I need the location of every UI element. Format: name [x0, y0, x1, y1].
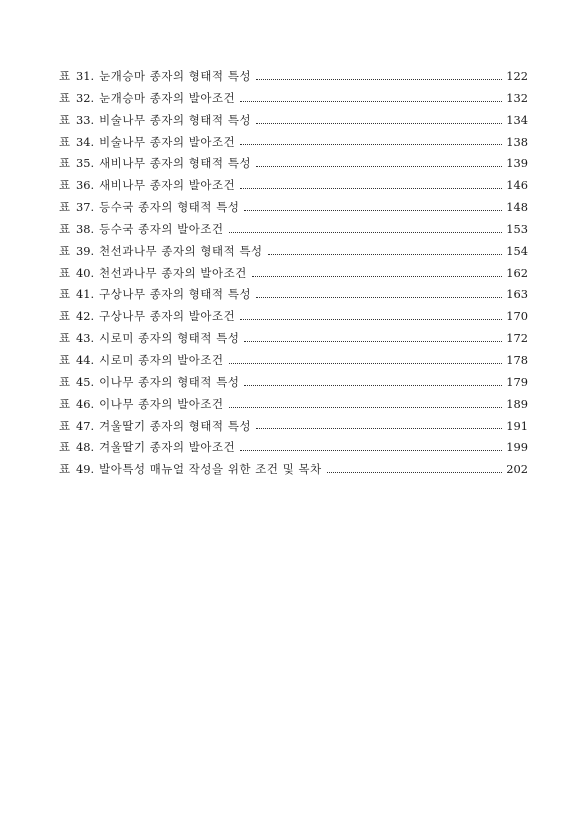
toc-entry-title: 새비나무 종자의 형태적 특성	[99, 156, 252, 171]
toc-entry-page: 199	[506, 440, 528, 455]
toc-dot-leader	[229, 406, 503, 408]
toc-entry-prefix: 표	[59, 134, 71, 149]
toc-entry[interactable]	[59, 110, 528, 132]
toc-entry[interactable]	[59, 197, 528, 219]
toc-entry-title: 등수국 종자의 형태적 특성	[99, 200, 240, 215]
toc-entry-title: 발아특성 매뉴얼 작성을 위한 조건 및 목차	[99, 462, 322, 477]
toc-dot-leader	[240, 100, 502, 102]
toc-dot-leader	[244, 340, 502, 342]
toc-dot-leader	[240, 449, 502, 451]
toc-entry-page: 146	[506, 178, 528, 193]
toc-entry-page: 178	[506, 352, 528, 367]
toc-entry-number: 31.	[76, 69, 95, 83]
toc-dot-leader	[327, 471, 503, 473]
toc-entry-number: 32.	[76, 90, 95, 105]
toc-entry[interactable]	[59, 263, 528, 285]
toc-entry-number: 47.	[76, 418, 95, 433]
toc-entry-prefix: 표	[59, 243, 71, 258]
toc-entry-prefix: 표	[59, 418, 71, 433]
toc-entry-title: 비술나무 종자의 발아조건	[99, 134, 236, 149]
toc-entry-title: 눈개승마 종자의 형태적 특성	[99, 69, 252, 83]
toc-entry[interactable]	[59, 66, 528, 88]
toc-entry[interactable]	[59, 437, 528, 459]
toc-entry-number: 41.	[76, 287, 95, 302]
toc-dot-leader	[240, 187, 502, 189]
toc-entry-title: 천선과나무 종자의 발아조건	[99, 265, 247, 280]
toc-entry-title: 눈개승마 종자의 발아조건	[99, 90, 236, 105]
toc-entry-page: 179	[506, 374, 528, 389]
toc-dot-leader	[268, 253, 503, 255]
toc-entry-title: 시로미 종자의 형태적 특성	[99, 331, 240, 346]
toc-entry-page: 132	[506, 90, 528, 105]
toc-entry[interactable]	[59, 328, 528, 350]
toc-dot-leader	[256, 165, 502, 167]
toc-entry-title: 구상나무 종자의 형태적 특성	[99, 287, 252, 302]
toc-entry-title: 시로미 종자의 발아조건	[99, 352, 224, 367]
toc-dot-leader	[256, 122, 502, 124]
toc-entry-number: 39.	[76, 243, 95, 258]
toc-dot-leader	[252, 275, 502, 277]
toc-entry-prefix: 표	[59, 287, 71, 302]
toc-entry-number: 38.	[76, 221, 95, 236]
toc-entry-number: 35.	[76, 156, 95, 171]
toc-entry-page: 139	[506, 156, 528, 171]
toc-entry-number: 48.	[76, 440, 95, 455]
toc-dot-leader	[229, 362, 503, 364]
toc-entry[interactable]	[59, 284, 528, 306]
toc-entry-title: 겨울딸기 종자의 발아조건	[99, 440, 236, 455]
toc-dot-leader	[244, 209, 502, 211]
toc-entry-prefix: 표	[59, 90, 71, 105]
toc-dot-leader	[256, 296, 502, 298]
toc-entry-page: 138	[506, 134, 528, 149]
toc-entry-prefix: 표	[59, 265, 71, 280]
toc-entry-number: 36.	[76, 178, 95, 193]
toc-entry[interactable]	[59, 372, 528, 394]
toc-entry-prefix: 표	[59, 309, 71, 324]
toc-dot-leader	[240, 143, 502, 145]
toc-dot-leader	[244, 384, 502, 386]
toc-entry-number: 33.	[76, 112, 95, 127]
toc-dot-leader	[240, 318, 502, 320]
toc-entry-prefix: 표	[59, 112, 71, 127]
toc-entry[interactable]	[59, 175, 528, 197]
toc-entry-prefix: 표	[59, 440, 71, 455]
toc-entry[interactable]	[59, 416, 528, 438]
toc-entry-page: 189	[506, 396, 528, 411]
toc-entry[interactable]	[59, 219, 528, 241]
toc-entry-title: 비술나무 종자의 형태적 특성	[99, 112, 252, 127]
toc-entry-prefix: 표	[59, 156, 71, 171]
toc-entry-prefix: 표	[59, 178, 71, 193]
toc-entry-page: 153	[506, 221, 528, 236]
toc-entry-number: 49.	[76, 462, 95, 477]
toc-entry-number: 42.	[76, 309, 95, 324]
toc-entry-title: 이나무 종자의 발아조건	[99, 396, 224, 411]
toc-entry[interactable]	[59, 394, 528, 416]
toc-dot-leader	[256, 78, 502, 80]
toc-entry-prefix: 표	[59, 331, 71, 346]
toc-entry-number: 44.	[76, 352, 95, 367]
toc-entry-prefix: 표	[59, 462, 71, 477]
toc-entry-title: 등수국 종자의 발아조건	[99, 221, 224, 236]
toc-entry-page: 162	[506, 265, 528, 280]
toc-entry-number: 45.	[76, 374, 95, 389]
toc-entry-page: 122	[506, 69, 528, 83]
toc-entry-page: 170	[506, 309, 528, 324]
toc-entry[interactable]	[59, 459, 528, 481]
toc-entry-prefix: 표	[59, 396, 71, 411]
toc-entry-page: 148	[506, 200, 528, 215]
toc-dot-leader	[229, 231, 503, 233]
toc-entry-number: 37.	[76, 200, 95, 215]
toc-entry-prefix: 표	[59, 69, 71, 83]
toc-entry-page: 134	[506, 112, 528, 127]
toc-dot-leader	[256, 427, 502, 429]
toc-entry-page: 163	[506, 287, 528, 302]
toc-entry-title: 구상나무 종자의 발아조건	[99, 309, 236, 324]
toc-entry-title: 천선과나무 종자의 형태적 특성	[99, 243, 263, 258]
toc-entry-prefix: 표	[59, 200, 71, 215]
toc-entry-prefix: 표	[59, 221, 71, 236]
toc-entry[interactable]	[59, 241, 528, 263]
toc-entry-page: 172	[506, 331, 528, 346]
toc-entry[interactable]	[59, 306, 528, 328]
toc-entry[interactable]	[59, 88, 528, 110]
toc-entry-prefix: 표	[59, 374, 71, 389]
toc-entry-number: 40.	[76, 265, 95, 280]
toc-entry-title: 겨울딸기 종자의 형태적 특성	[99, 418, 252, 433]
toc-entry-number: 34.	[76, 134, 95, 149]
toc-entry[interactable]	[59, 350, 528, 372]
toc-entry-page: 154	[506, 243, 528, 258]
toc-entry-page: 202	[506, 462, 528, 477]
toc-entry-page: 191	[506, 418, 528, 433]
toc-entry-number: 43.	[76, 331, 95, 346]
toc-entry-number: 46.	[76, 396, 95, 411]
table-of-figures-list	[59, 66, 528, 481]
toc-entry[interactable]	[59, 153, 528, 175]
toc-entry[interactable]	[59, 132, 528, 154]
toc-entry-title: 이나무 종자의 형태적 특성	[99, 374, 240, 389]
toc-entry-title: 새비나무 종자의 발아조건	[99, 178, 236, 193]
toc-entry-prefix: 표	[59, 352, 71, 367]
